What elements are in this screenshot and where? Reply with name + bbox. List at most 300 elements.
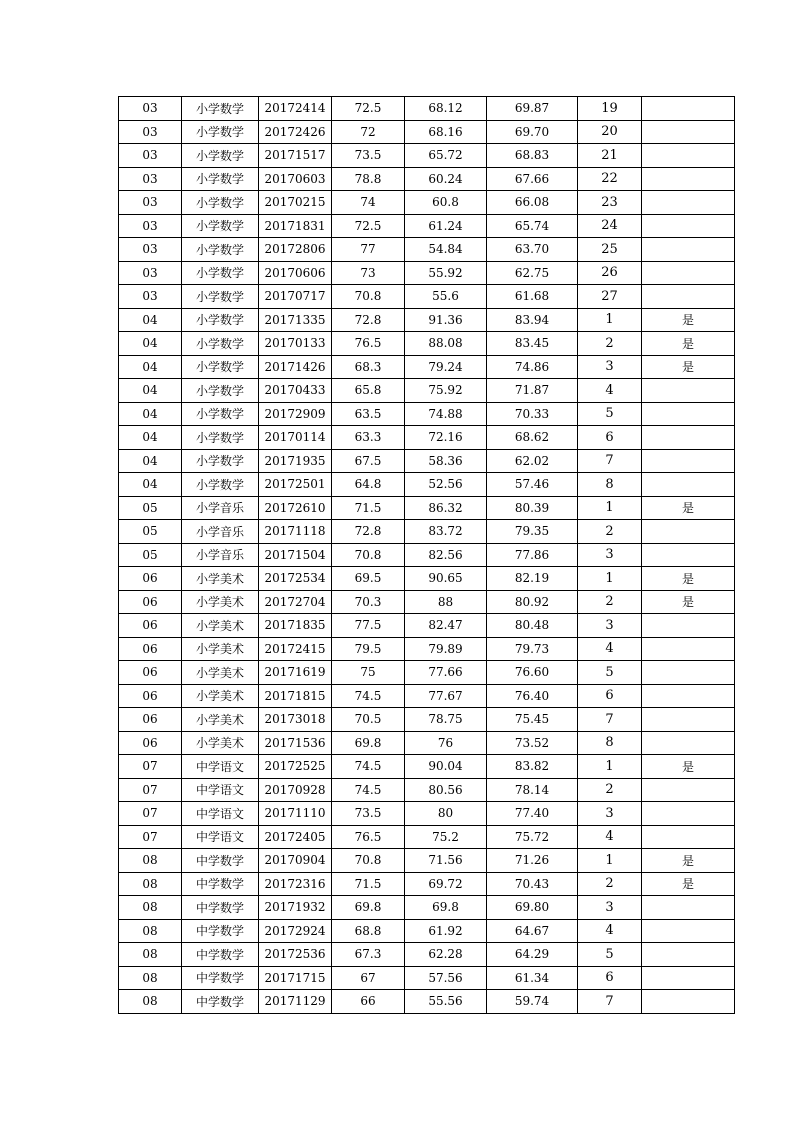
cell-total-score: 64.67 <box>487 919 578 943</box>
cell-selected <box>642 825 735 849</box>
cell-interview-score: 78.75 <box>405 708 487 732</box>
cell-interview-score: 77.67 <box>405 684 487 708</box>
score-table-sheet <box>118 96 735 1014</box>
cell-selected <box>642 426 735 450</box>
cell-written-score: 71.5 <box>332 872 405 896</box>
cell-selected <box>642 191 735 215</box>
cell-subject: 小学美术 <box>182 614 259 638</box>
cell-candidate-id: 20170433 <box>259 379 332 403</box>
cell-candidate-id: 20170215 <box>259 191 332 215</box>
cell-subject: 中学数学 <box>182 943 259 967</box>
cell-candidate-id: 20170904 <box>259 849 332 873</box>
cell-subject: 小学音乐 <box>182 520 259 544</box>
cell-rank: 1 <box>578 849 642 873</box>
cell-selected <box>642 285 735 309</box>
table-row <box>119 825 735 849</box>
table-row <box>119 285 735 309</box>
cell-rank: 27 <box>578 285 642 309</box>
cell-interview-score: 57.56 <box>405 966 487 990</box>
cell-total-score: 59.74 <box>487 990 578 1014</box>
cell-rank: 2 <box>578 872 642 896</box>
cell-group: 08 <box>119 872 182 896</box>
cell-group: 04 <box>119 426 182 450</box>
cell-candidate-id: 20171935 <box>259 449 332 473</box>
cell-candidate-id: 20171504 <box>259 543 332 567</box>
cell-interview-score: 82.47 <box>405 614 487 638</box>
cell-written-score: 73 <box>332 261 405 285</box>
table-row <box>119 97 735 121</box>
table-row <box>119 849 735 873</box>
table-row <box>119 661 735 685</box>
cell-group: 05 <box>119 520 182 544</box>
cell-subject: 小学音乐 <box>182 543 259 567</box>
cell-candidate-id: 20172806 <box>259 238 332 262</box>
cell-written-score: 68.8 <box>332 919 405 943</box>
cell-selected: 是 <box>642 355 735 379</box>
cell-selected <box>642 966 735 990</box>
cell-interview-score: 90.04 <box>405 755 487 779</box>
cell-rank: 4 <box>578 379 642 403</box>
cell-written-score: 74.5 <box>332 755 405 779</box>
cell-selected <box>642 778 735 802</box>
cell-subject: 小学数学 <box>182 144 259 168</box>
cell-total-score: 62.75 <box>487 261 578 285</box>
table-body <box>119 97 735 1014</box>
cell-total-score: 83.94 <box>487 308 578 332</box>
cell-rank: 5 <box>578 661 642 685</box>
cell-subject: 小学数学 <box>182 167 259 191</box>
cell-interview-score: 76 <box>405 731 487 755</box>
cell-total-score: 77.40 <box>487 802 578 826</box>
cell-candidate-id: 20172534 <box>259 567 332 591</box>
cell-selected <box>642 379 735 403</box>
cell-written-score: 78.8 <box>332 167 405 191</box>
cell-interview-score: 55.6 <box>405 285 487 309</box>
cell-candidate-id: 20171517 <box>259 144 332 168</box>
cell-written-score: 70.8 <box>332 849 405 873</box>
cell-subject: 中学语文 <box>182 755 259 779</box>
cell-written-score: 70.3 <box>332 590 405 614</box>
cell-selected: 是 <box>642 332 735 356</box>
cell-total-score: 69.80 <box>487 896 578 920</box>
cell-interview-score: 54.84 <box>405 238 487 262</box>
cell-subject: 小学数学 <box>182 355 259 379</box>
cell-selected: 是 <box>642 849 735 873</box>
cell-total-score: 62.02 <box>487 449 578 473</box>
cell-rank: 3 <box>578 614 642 638</box>
cell-candidate-id: 20172405 <box>259 825 332 849</box>
cell-rank: 26 <box>578 261 642 285</box>
cell-written-score: 74.5 <box>332 684 405 708</box>
cell-total-score: 67.66 <box>487 167 578 191</box>
cell-total-score: 65.74 <box>487 214 578 238</box>
cell-interview-score: 72.16 <box>405 426 487 450</box>
cell-group: 07 <box>119 778 182 802</box>
cell-total-score: 83.82 <box>487 755 578 779</box>
cell-subject: 小学数学 <box>182 261 259 285</box>
score-table <box>118 96 735 1014</box>
cell-subject: 小学数学 <box>182 285 259 309</box>
table-row <box>119 144 735 168</box>
cell-rank: 3 <box>578 543 642 567</box>
cell-selected <box>642 919 735 943</box>
table-row <box>119 238 735 262</box>
table-row <box>119 355 735 379</box>
cell-total-score: 57.46 <box>487 473 578 497</box>
cell-group: 08 <box>119 849 182 873</box>
cell-written-score: 69.5 <box>332 567 405 591</box>
cell-group: 06 <box>119 708 182 732</box>
table-row <box>119 872 735 896</box>
cell-interview-score: 68.12 <box>405 97 487 121</box>
cell-group: 08 <box>119 919 182 943</box>
cell-rank: 23 <box>578 191 642 215</box>
cell-total-score: 77.86 <box>487 543 578 567</box>
cell-interview-score: 77.66 <box>405 661 487 685</box>
cell-selected <box>642 637 735 661</box>
cell-rank: 4 <box>578 637 642 661</box>
table-row <box>119 520 735 544</box>
cell-total-score: 70.43 <box>487 872 578 896</box>
cell-selected <box>642 144 735 168</box>
cell-group: 04 <box>119 379 182 403</box>
cell-selected: 是 <box>642 872 735 896</box>
cell-group: 03 <box>119 97 182 121</box>
cell-rank: 3 <box>578 355 642 379</box>
cell-selected <box>642 684 735 708</box>
cell-rank: 24 <box>578 214 642 238</box>
cell-rank: 1 <box>578 308 642 332</box>
cell-written-score: 69.8 <box>332 731 405 755</box>
cell-total-score: 75.72 <box>487 825 578 849</box>
cell-selected <box>642 97 735 121</box>
cell-subject: 小学美术 <box>182 731 259 755</box>
cell-written-score: 70.8 <box>332 285 405 309</box>
cell-selected: 是 <box>642 567 735 591</box>
cell-selected <box>642 402 735 426</box>
cell-candidate-id: 20170114 <box>259 426 332 450</box>
cell-group: 06 <box>119 637 182 661</box>
cell-interview-score: 80 <box>405 802 487 826</box>
cell-written-score: 72.5 <box>332 214 405 238</box>
cell-interview-score: 82.56 <box>405 543 487 567</box>
cell-written-score: 67.3 <box>332 943 405 967</box>
cell-group: 07 <box>119 755 182 779</box>
cell-interview-score: 58.36 <box>405 449 487 473</box>
cell-rank: 7 <box>578 449 642 473</box>
table-row <box>119 191 735 215</box>
cell-rank: 4 <box>578 919 642 943</box>
cell-total-score: 73.52 <box>487 731 578 755</box>
cell-rank: 6 <box>578 684 642 708</box>
cell-subject: 小学数学 <box>182 379 259 403</box>
cell-selected <box>642 261 735 285</box>
cell-total-score: 74.86 <box>487 355 578 379</box>
cell-group: 04 <box>119 473 182 497</box>
cell-interview-score: 60.8 <box>405 191 487 215</box>
cell-candidate-id: 20170603 <box>259 167 332 191</box>
cell-group: 04 <box>119 332 182 356</box>
cell-selected <box>642 238 735 262</box>
cell-subject: 小学音乐 <box>182 496 259 520</box>
cell-rank: 21 <box>578 144 642 168</box>
cell-subject: 小学数学 <box>182 473 259 497</box>
cell-group: 06 <box>119 731 182 755</box>
cell-subject: 中学语文 <box>182 825 259 849</box>
cell-interview-score: 86.32 <box>405 496 487 520</box>
cell-rank: 2 <box>578 590 642 614</box>
table-row <box>119 214 735 238</box>
table-row <box>119 990 735 1014</box>
cell-interview-score: 75.92 <box>405 379 487 403</box>
cell-group: 04 <box>119 308 182 332</box>
cell-total-score: 76.40 <box>487 684 578 708</box>
cell-total-score: 78.14 <box>487 778 578 802</box>
cell-written-score: 77.5 <box>332 614 405 638</box>
cell-candidate-id: 20171831 <box>259 214 332 238</box>
cell-total-score: 71.26 <box>487 849 578 873</box>
cell-selected: 是 <box>642 755 735 779</box>
table-row <box>119 684 735 708</box>
cell-written-score: 72.8 <box>332 520 405 544</box>
cell-subject: 小学美术 <box>182 567 259 591</box>
cell-subject: 中学语文 <box>182 802 259 826</box>
cell-rank: 8 <box>578 731 642 755</box>
cell-subject: 小学数学 <box>182 191 259 215</box>
cell-total-score: 80.92 <box>487 590 578 614</box>
cell-total-score: 68.62 <box>487 426 578 450</box>
cell-subject: 小学数学 <box>182 426 259 450</box>
cell-candidate-id: 20172426 <box>259 120 332 144</box>
table-row <box>119 426 735 450</box>
cell-interview-score: 60.24 <box>405 167 487 191</box>
cell-written-score: 76.5 <box>332 825 405 849</box>
cell-group: 03 <box>119 238 182 262</box>
cell-rank: 7 <box>578 990 642 1014</box>
cell-subject: 中学数学 <box>182 849 259 873</box>
cell-candidate-id: 20172704 <box>259 590 332 614</box>
cell-group: 07 <box>119 802 182 826</box>
cell-rank: 1 <box>578 567 642 591</box>
cell-written-score: 75 <box>332 661 405 685</box>
cell-rank: 6 <box>578 966 642 990</box>
cell-rank: 1 <box>578 496 642 520</box>
cell-selected <box>642 661 735 685</box>
cell-subject: 小学美术 <box>182 684 259 708</box>
cell-interview-score: 88 <box>405 590 487 614</box>
table-row <box>119 966 735 990</box>
cell-candidate-id: 20172610 <box>259 496 332 520</box>
table-row <box>119 332 735 356</box>
cell-rank: 6 <box>578 426 642 450</box>
cell-candidate-id: 20170133 <box>259 332 332 356</box>
cell-total-score: 69.70 <box>487 120 578 144</box>
cell-interview-score: 88.08 <box>405 332 487 356</box>
cell-total-score: 80.48 <box>487 614 578 638</box>
cell-selected <box>642 731 735 755</box>
cell-group: 03 <box>119 120 182 144</box>
cell-selected: 是 <box>642 496 735 520</box>
cell-group: 06 <box>119 567 182 591</box>
cell-written-score: 79.5 <box>332 637 405 661</box>
cell-group: 03 <box>119 285 182 309</box>
cell-group: 07 <box>119 825 182 849</box>
table-row <box>119 802 735 826</box>
cell-total-score: 66.08 <box>487 191 578 215</box>
cell-selected <box>642 543 735 567</box>
cell-total-score: 80.39 <box>487 496 578 520</box>
cell-candidate-id: 20170606 <box>259 261 332 285</box>
cell-candidate-id: 20172909 <box>259 402 332 426</box>
cell-rank: 8 <box>578 473 642 497</box>
cell-rank: 3 <box>578 896 642 920</box>
cell-total-score: 61.68 <box>487 285 578 309</box>
cell-candidate-id: 20172525 <box>259 755 332 779</box>
cell-interview-score: 80.56 <box>405 778 487 802</box>
cell-selected <box>642 990 735 1014</box>
cell-group: 08 <box>119 943 182 967</box>
table-row <box>119 778 735 802</box>
cell-candidate-id: 20171129 <box>259 990 332 1014</box>
cell-rank: 2 <box>578 332 642 356</box>
cell-interview-score: 90.65 <box>405 567 487 591</box>
cell-interview-score: 52.56 <box>405 473 487 497</box>
cell-subject: 小学美术 <box>182 637 259 661</box>
cell-written-score: 76.5 <box>332 332 405 356</box>
cell-subject: 中学数学 <box>182 872 259 896</box>
cell-total-score: 83.45 <box>487 332 578 356</box>
table-row <box>119 896 735 920</box>
cell-written-score: 70.8 <box>332 543 405 567</box>
cell-written-score: 67 <box>332 966 405 990</box>
cell-interview-score: 69.8 <box>405 896 487 920</box>
cell-group: 04 <box>119 449 182 473</box>
cell-total-score: 76.60 <box>487 661 578 685</box>
cell-written-score: 65.8 <box>332 379 405 403</box>
cell-total-score: 79.35 <box>487 520 578 544</box>
table-row <box>119 637 735 661</box>
cell-written-score: 70.5 <box>332 708 405 732</box>
cell-group: 05 <box>119 496 182 520</box>
cell-subject: 小学数学 <box>182 120 259 144</box>
cell-subject: 小学美术 <box>182 661 259 685</box>
cell-interview-score: 74.88 <box>405 402 487 426</box>
cell-selected <box>642 449 735 473</box>
cell-group: 08 <box>119 966 182 990</box>
cell-subject: 中学数学 <box>182 966 259 990</box>
cell-candidate-id: 20172316 <box>259 872 332 896</box>
cell-written-score: 72.8 <box>332 308 405 332</box>
cell-interview-score: 61.92 <box>405 919 487 943</box>
cell-group: 03 <box>119 167 182 191</box>
cell-subject: 小学美术 <box>182 708 259 732</box>
cell-group: 03 <box>119 144 182 168</box>
cell-written-score: 77 <box>332 238 405 262</box>
cell-rank: 7 <box>578 708 642 732</box>
cell-selected <box>642 802 735 826</box>
cell-total-score: 82.19 <box>487 567 578 591</box>
cell-subject: 小学数学 <box>182 402 259 426</box>
cell-written-score: 71.5 <box>332 496 405 520</box>
cell-subject: 中学数学 <box>182 990 259 1014</box>
cell-interview-score: 65.72 <box>405 144 487 168</box>
cell-candidate-id: 20172501 <box>259 473 332 497</box>
table-row <box>119 708 735 732</box>
cell-written-score: 63.5 <box>332 402 405 426</box>
cell-written-score: 72.5 <box>332 97 405 121</box>
cell-candidate-id: 20171118 <box>259 520 332 544</box>
cell-written-score: 63.3 <box>332 426 405 450</box>
cell-total-score: 79.73 <box>487 637 578 661</box>
cell-rank: 25 <box>578 238 642 262</box>
cell-candidate-id: 20172924 <box>259 919 332 943</box>
cell-rank: 1 <box>578 755 642 779</box>
cell-rank: 2 <box>578 778 642 802</box>
table-row <box>119 261 735 285</box>
cell-selected <box>642 520 735 544</box>
cell-interview-score: 55.92 <box>405 261 487 285</box>
cell-rank: 5 <box>578 943 642 967</box>
table-row <box>119 120 735 144</box>
table-row <box>119 308 735 332</box>
table-row <box>119 590 735 614</box>
cell-group: 06 <box>119 684 182 708</box>
cell-rank: 20 <box>578 120 642 144</box>
cell-subject: 小学数学 <box>182 332 259 356</box>
cell-total-score: 71.87 <box>487 379 578 403</box>
table-row <box>119 919 735 943</box>
table-row <box>119 731 735 755</box>
cell-interview-score: 55.56 <box>405 990 487 1014</box>
cell-group: 03 <box>119 191 182 215</box>
cell-candidate-id: 20171426 <box>259 355 332 379</box>
cell-selected <box>642 614 735 638</box>
cell-interview-score: 79.89 <box>405 637 487 661</box>
table-row <box>119 614 735 638</box>
cell-selected <box>642 943 735 967</box>
cell-candidate-id: 20171110 <box>259 802 332 826</box>
table-row <box>119 449 735 473</box>
cell-rank: 19 <box>578 97 642 121</box>
cell-interview-score: 69.72 <box>405 872 487 896</box>
cell-candidate-id: 20172414 <box>259 97 332 121</box>
cell-written-score: 73.5 <box>332 802 405 826</box>
cell-total-score: 64.29 <box>487 943 578 967</box>
cell-subject: 中学语文 <box>182 778 259 802</box>
cell-written-score: 72 <box>332 120 405 144</box>
cell-total-score: 75.45 <box>487 708 578 732</box>
cell-group: 06 <box>119 614 182 638</box>
table-row <box>119 379 735 403</box>
table-row <box>119 943 735 967</box>
cell-candidate-id: 20172415 <box>259 637 332 661</box>
cell-total-score: 69.87 <box>487 97 578 121</box>
cell-group: 03 <box>119 261 182 285</box>
cell-written-score: 73.5 <box>332 144 405 168</box>
cell-selected <box>642 214 735 238</box>
cell-interview-score: 62.28 <box>405 943 487 967</box>
cell-selected <box>642 120 735 144</box>
cell-subject: 中学数学 <box>182 919 259 943</box>
cell-subject: 小学数学 <box>182 238 259 262</box>
cell-candidate-id: 20171835 <box>259 614 332 638</box>
cell-selected <box>642 473 735 497</box>
table-row <box>119 567 735 591</box>
cell-selected <box>642 708 735 732</box>
cell-written-score: 64.8 <box>332 473 405 497</box>
cell-written-score: 67.5 <box>332 449 405 473</box>
cell-subject: 小学数学 <box>182 449 259 473</box>
